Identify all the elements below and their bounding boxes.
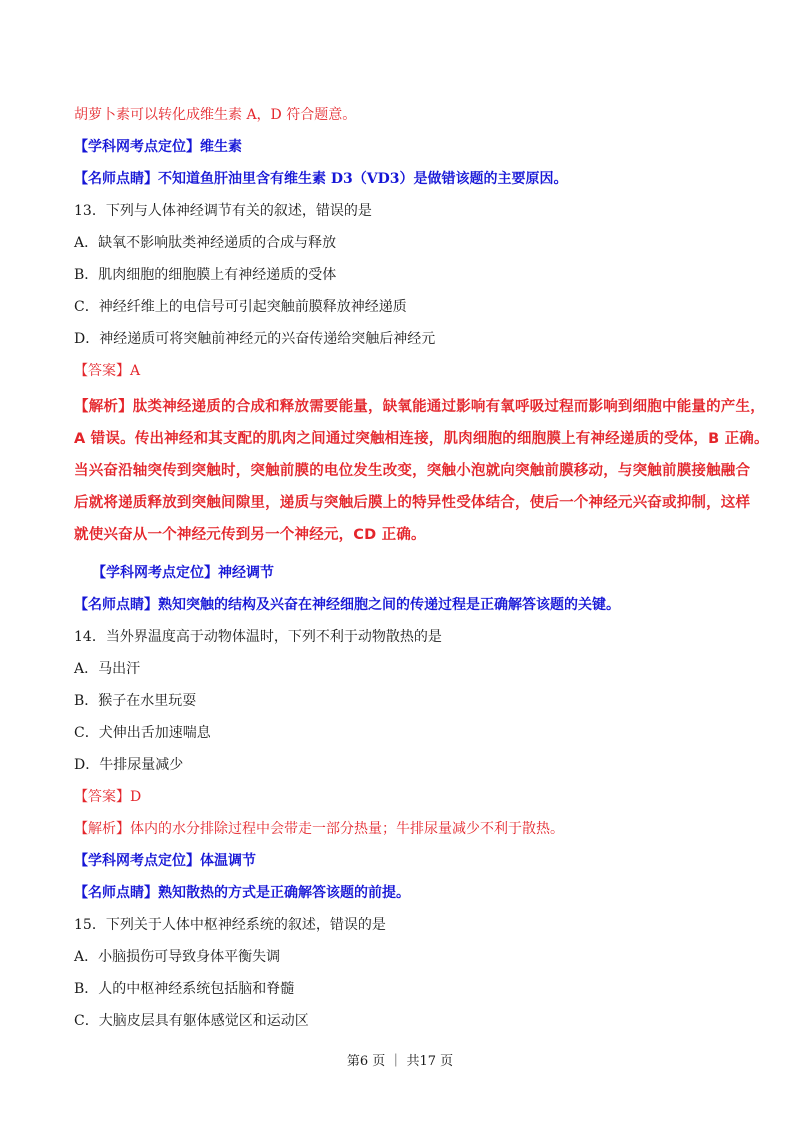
option-d: D．神经递质可将突触前神经元的兴奋传递给突触后神经元 <box>74 331 436 347</box>
knowledge-point-label: 【学科网考点定位】体温调节 <box>74 853 256 869</box>
answer: 【答案】D <box>74 789 142 805</box>
teacher-tip: 【名师点睛】不知道鱼肝油里含有维生素 D3（VD3）是做错该题的主要原因。 <box>74 171 568 187</box>
answer: 【答案】A <box>74 363 141 379</box>
option-a: A．马出汗 <box>74 661 141 677</box>
page-footer: 第6 页 ｜ 共17 页 <box>346 1054 454 1069</box>
teacher-tip: 【名师点睛】熟知散热的方式是正确解答该题的前提。 <box>74 885 410 901</box>
explanation-line-2: A 错误。传出神经和其支配的肌肉之间通过突触相连接，肌肉细胞的细胞膜上有神经递质的受体，B 正确。 <box>74 431 769 447</box>
question-14: 14．当外界温度高于动物体温时，下列不利于动物散热的是 <box>74 629 442 645</box>
option-b: B．猴子在水里玩耍 <box>74 693 197 709</box>
option-d: D．牛排尿量减少 <box>74 757 184 773</box>
explanation-line-4: 后就将递质释放到突触间隙里，递质与突触后膜上的特异性受体结合，使后一个神经元兴奋或抑制，这样 <box>74 495 751 511</box>
question-15: 15．下列关于人体中枢神经系统的叙述，错误的是 <box>74 917 386 933</box>
option-a: A．缺氧不影响肽类神经递质的合成与释放 <box>74 235 337 251</box>
explanation-line-1: 【解析】肽类神经递质的合成和释放需要能量，缺氧能通过影响有氧呼吸过程而影响到细胞中能量的产生， <box>74 399 765 415</box>
option-c: C．大脑皮层具有躯体感觉区和运动区 <box>74 1013 309 1029</box>
option-c: C．神经纤维上的电信号可引起突触前膜释放神经递质 <box>74 299 407 315</box>
knowledge-point-label: 【学科网考点定位】神经调节 <box>92 565 274 581</box>
knowledge-point-label: 【学科网考点定位】维生素 <box>74 139 242 155</box>
explanation: 【解析】体内的水分排除过程中会带走一部分热量；牛排尿量减少不利于散热。 <box>74 821 564 837</box>
explanation-line-3: 当兴奋沿轴突传到突触时，突触前膜的电位发生改变，突触小泡就向突触前膜移动，与突触前膜接触融合 <box>74 463 751 479</box>
option-b: B．肌肉细胞的细胞膜上有神经递质的受体 <box>74 267 337 283</box>
option-b: B．人的中枢神经系统包括脑和脊髓 <box>74 981 295 997</box>
option-a: A．小脑损伤可导致身体平衡失调 <box>74 949 281 965</box>
prev-explanation-tail: 胡萝卜素可以转化成维生素 A，D 符合题意。 <box>74 107 357 123</box>
explanation-line-5: 就使兴奋从一个神经元传到另一个神经元，CD 正确。 <box>74 527 426 543</box>
teacher-tip: 【名师点睛】熟知突触的结构及兴奋在神经细胞之间的传递过程是正确解答该题的关键。 <box>74 597 620 613</box>
question-13: 13．下列与人体神经调节有关的叙述，错误的是 <box>74 203 372 219</box>
option-c: C．犬伸出舌加速喘息 <box>74 725 211 741</box>
